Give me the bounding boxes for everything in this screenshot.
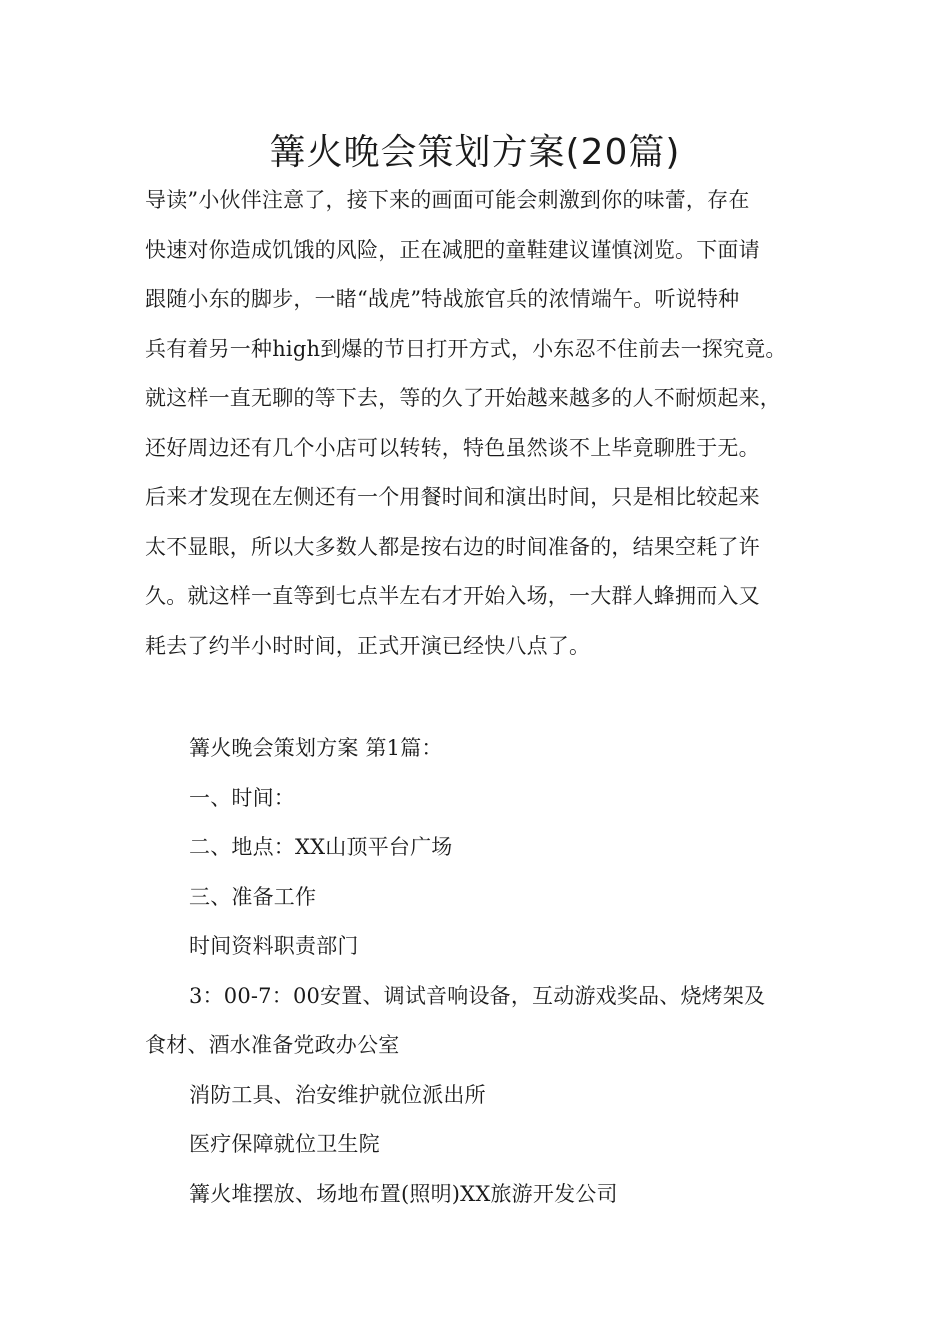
plan-section bbox=[145, 724, 835, 1219]
intro-line: 还好周边还有几个小店可以转转，特色虽然谈不上毕竟聊胜于无。 bbox=[145, 435, 760, 460]
intro-line: 跟随小东的脚步，一睹“战虎”特战旅官兵的浓情端午。听说特种 bbox=[145, 287, 740, 311]
table-header: 时间资料职责部门 bbox=[189, 934, 359, 958]
item-place: 二、地点：XX山顶平台广场 bbox=[189, 835, 453, 859]
section-heading: 篝火晚会策划方案 第1篇： bbox=[189, 736, 443, 760]
item-preparation: 三、准备工作 bbox=[189, 884, 317, 909]
intro-line: 后来才发现在左侧还有一个用餐时间和演出时间，只是相比较起来 bbox=[145, 485, 760, 509]
intro-paragraph bbox=[145, 176, 835, 671]
prep-line: 消防工具、治安维护就位派出所 bbox=[189, 1082, 486, 1107]
prep-line: 3：00-7：00安置、调试音响设备，互动游戏奖品、烧烤架及 bbox=[189, 983, 766, 1008]
document-title: 篝火晚会策划方案(20篇) bbox=[269, 132, 681, 173]
intro-line: 太不显眼，所以大多数人都是按右边的时间准备的，结果空耗了许 bbox=[145, 534, 760, 559]
intro-line: 兵有着另一种high到爆的节日打开方式，小东忍不住前去一探究竟。 bbox=[145, 336, 787, 361]
intro-line: 导读”小伙伴注意了，接下来的画面可能会刺激到你的味蕾，存在 bbox=[145, 188, 750, 212]
item-time: 一、时间： bbox=[189, 785, 295, 810]
intro-line: 就这样一直无聊的等下去，等的久了开始越来越多的人不耐烦起来， bbox=[145, 386, 781, 410]
intro-line: 久。就这样一直等到七点半左右才开始入场，一大群人蜂拥而入又 bbox=[145, 584, 760, 608]
prep-line: 篝火堆摆放、场地布置(照明)XX旅游开发公司 bbox=[189, 1181, 618, 1206]
prep-line-continued: 食材、酒水准备党政办公室 bbox=[145, 1033, 400, 1057]
prep-line: 医疗保障就位卫生院 bbox=[189, 1132, 380, 1156]
intro-line: 耗去了约半小时时间，正式开演已经快八点了。 bbox=[145, 633, 591, 658]
intro-line: 快速对你造成饥饿的风险，正在减肥的童鞋建议谨慎浏览。下面请 bbox=[145, 237, 760, 262]
